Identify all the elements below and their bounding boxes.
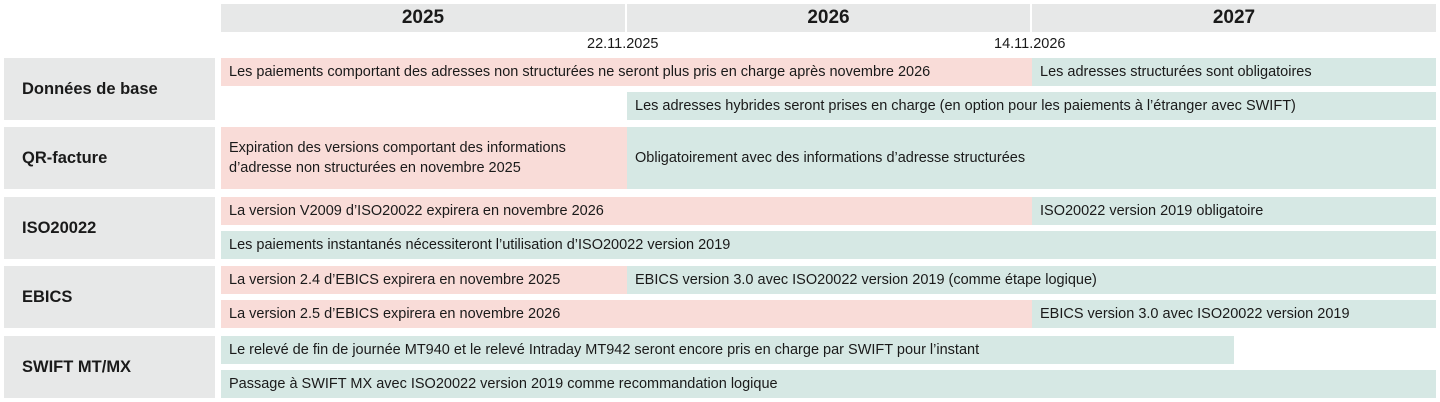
row-label-qr-facture: QR-facture bbox=[4, 127, 215, 189]
timeline-bar: Les paiements instantanés nécessiteront l’utilisation d’ISO20022 version 2019 bbox=[221, 231, 1436, 259]
timeline-bar: Passage à SWIFT MX avec ISO20022 version 2019 comme recommandation logique bbox=[221, 370, 1436, 398]
timeline-bar: EBICS version 3.0 avec ISO20022 version 2019 bbox=[1032, 300, 1436, 328]
row-label-ebics: EBICS bbox=[4, 266, 215, 328]
timeline-bar: ISO20022 version 2019 obligatoire bbox=[1032, 197, 1436, 225]
timeline-bar: La version 2.5 d’EBICS expirera en novembre 2026 bbox=[221, 300, 1032, 328]
timeline-bar: Le relevé de fin de journée MT940 et le relevé Intraday MT942 seront encore pris en charge par SWIFT pour l’instant bbox=[221, 336, 1234, 364]
milestone-date-2025: 22.11.2025 bbox=[587, 36, 659, 52]
row-label-swift-mt-mx: SWIFT MT/MX bbox=[4, 336, 215, 398]
timeline-bar: Expiration des versions comportant des informations d’adresse non structurées en novembre 2025 bbox=[221, 127, 627, 189]
timeline-bar: Obligatoirement avec des informations d’adresse structurées bbox=[627, 127, 1436, 189]
timeline-bar: Les adresses hybrides seront prises en charge (en option pour les paiements à l’étranger avec SWIFT) bbox=[627, 92, 1436, 120]
timeline-bar: La version V2009 d’ISO20022 expirera en novembre 2026 bbox=[221, 197, 1032, 225]
row-label-donnees-de-base: Données de base bbox=[4, 58, 215, 120]
milestone-date-2026: 14.11.2026 bbox=[994, 36, 1066, 52]
timeline-bar: Les paiements comportant des adresses non structurées ne seront plus pris en charge après novembre 2026 bbox=[221, 58, 1032, 86]
timeline-bar: EBICS version 3.0 avec ISO20022 version 2019 (comme étape logique) bbox=[627, 266, 1436, 294]
timeline-bar: La version 2.4 d’EBICS expirera en novembre 2025 bbox=[221, 266, 627, 294]
year-header-2027: 2027 bbox=[1032, 4, 1436, 32]
timeline-bar: Les adresses structurées sont obligatoires bbox=[1032, 58, 1436, 86]
year-header-2025: 2025 bbox=[221, 4, 625, 32]
year-header-2026: 2026 bbox=[627, 4, 1030, 32]
row-label-iso20022: ISO20022 bbox=[4, 197, 215, 259]
